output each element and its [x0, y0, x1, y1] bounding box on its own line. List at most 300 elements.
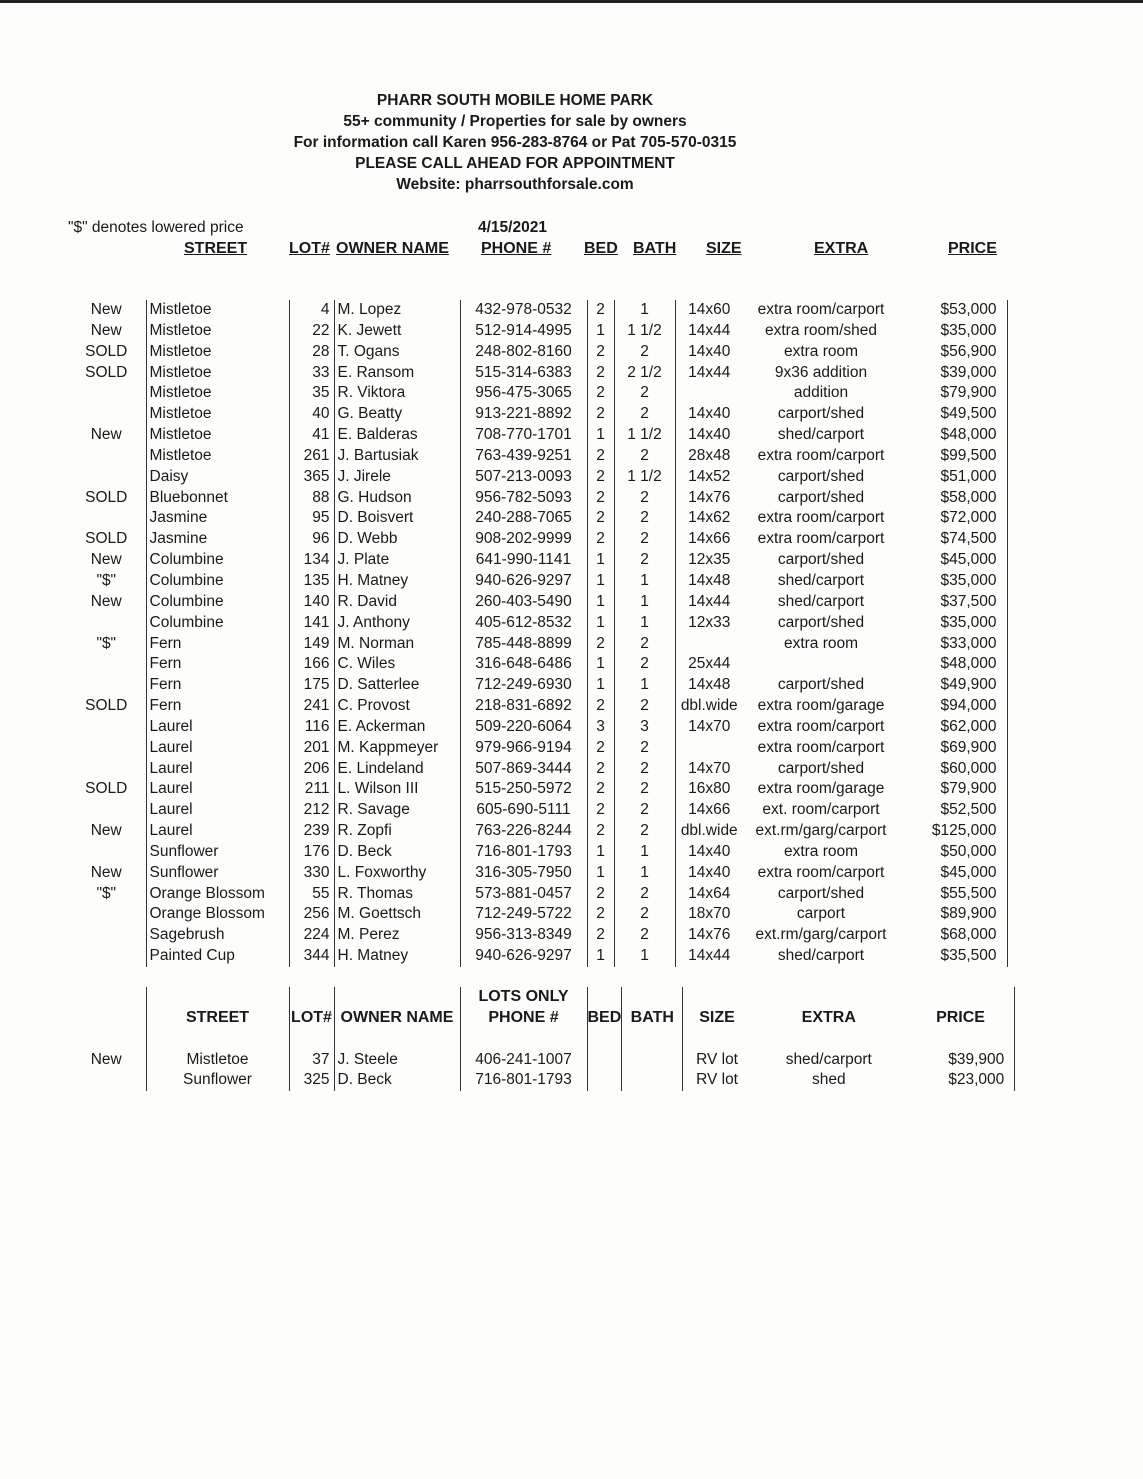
- listing-row: [67, 842, 1007, 863]
- bath-cell: 1: [614, 946, 675, 967]
- owner-cell: J. Steele: [334, 1050, 460, 1071]
- size-cell: 14x40: [675, 425, 743, 446]
- bed-cell: [587, 1050, 622, 1071]
- extra-cell: extra room/carport: [757, 863, 885, 881]
- size-cell: 14x40: [675, 842, 743, 863]
- lots-header-lot: LOT#: [289, 1008, 334, 1029]
- phone-cell: 507-869-3444: [460, 759, 587, 780]
- size-cell: 14x66: [675, 529, 743, 550]
- street-cell: Laurel: [146, 738, 289, 759]
- owner-cell: D. Satterlee: [334, 675, 460, 696]
- listing-row: [67, 508, 1007, 529]
- lots-header-bath: BATH: [622, 1008, 683, 1029]
- bed-cell: 2: [587, 634, 614, 655]
- lots-header-row: [67, 1008, 1015, 1029]
- bath-cell: 2 1/2: [614, 363, 675, 384]
- bath-cell: 2: [614, 884, 675, 905]
- phone-cell: 316-648-6486: [460, 654, 587, 675]
- owner-cell: R. Savage: [334, 800, 460, 821]
- bath-cell: 2: [614, 446, 675, 467]
- price-cell: $52,500: [899, 800, 1007, 821]
- listing-row: [67, 488, 1007, 509]
- owner-cell: R. Thomas: [334, 884, 460, 905]
- bed-cell: 1: [587, 654, 614, 675]
- bath-cell: 2: [614, 383, 675, 404]
- size-cell: 14x66: [675, 800, 743, 821]
- phone-cell: 240-288-7065: [460, 508, 587, 529]
- size-cell: 28x48: [675, 446, 743, 467]
- phone-cell: 940-626-9297: [460, 946, 587, 967]
- listing-row: [67, 571, 1007, 592]
- extra-cell: ext. room/carport: [762, 801, 880, 819]
- listing-row: [67, 550, 1007, 571]
- lots-header-owner: OWNER NAME: [334, 1008, 460, 1029]
- phone-cell: 432-978-0532: [460, 300, 587, 321]
- size-cell: 14x60: [675, 300, 743, 321]
- lot-cell: 40: [289, 404, 334, 425]
- lot-cell: 261: [289, 446, 334, 467]
- lots-only-title: LOTS ONLY: [460, 987, 587, 1008]
- park-name: PHARR SOUTH MOBILE HOME PARK: [376, 92, 654, 109]
- bath-cell: 1 1/2: [614, 467, 675, 488]
- price-cell: $72,000: [899, 508, 1007, 529]
- bed-cell: 2: [587, 779, 614, 800]
- price-legend-note: "$" denotes lowered price: [68, 219, 244, 236]
- lots-only-table: [67, 987, 1015, 1091]
- listing-row: [67, 738, 1007, 759]
- price-cell: $45,000: [899, 550, 1007, 571]
- price-cell: $35,000: [899, 321, 1007, 342]
- street-cell: Sunflower: [146, 1070, 289, 1091]
- street-cell: Laurel: [146, 717, 289, 738]
- appointment-line: PLEASE CALL AHEAD FOR APPOINTMENT: [355, 155, 675, 172]
- bed-cell: 2: [587, 884, 614, 905]
- status-cell: New: [90, 863, 122, 881]
- bed-cell: 1: [587, 425, 614, 446]
- header-bath: BATH: [633, 240, 677, 257]
- price-cell: $56,900: [899, 342, 1007, 363]
- size-cell: 14x44: [675, 592, 743, 613]
- price-cell: $49,900: [899, 675, 1007, 696]
- lot-cell: 206: [289, 759, 334, 780]
- listing-row: [67, 821, 1007, 842]
- status-cell: [67, 1070, 146, 1091]
- price-cell: $53,000: [899, 300, 1007, 321]
- size-cell: 12x33: [675, 613, 743, 634]
- price-cell: $35,000: [899, 571, 1007, 592]
- status-cell: [67, 738, 146, 759]
- bed-cell: 2: [587, 383, 614, 404]
- lots-header-bed: BED: [587, 1008, 622, 1029]
- phone-cell: 956-475-3065: [460, 383, 587, 404]
- bed-cell: 2: [587, 467, 614, 488]
- owner-cell: E. Balderas: [334, 425, 460, 446]
- price-cell: $62,000: [899, 717, 1007, 738]
- lot-cell: 365: [289, 467, 334, 488]
- status-cell: "$": [96, 634, 117, 652]
- price-cell: $39,900: [907, 1050, 1015, 1071]
- status-cell: [67, 800, 146, 821]
- price-cell: $89,900: [899, 904, 1007, 925]
- lot-cell: 96: [289, 529, 334, 550]
- owner-cell: J. Plate: [334, 550, 460, 571]
- bed-cell: 1: [587, 842, 614, 863]
- listing-row: [67, 634, 1007, 655]
- extra-cell: carport/shed: [777, 759, 865, 777]
- price-cell: $48,000: [899, 425, 1007, 446]
- price-cell: $35,500: [899, 946, 1007, 967]
- bath-cell: [622, 1050, 683, 1071]
- lot-cell: 95: [289, 508, 334, 529]
- status-cell: [67, 675, 146, 696]
- bed-cell: 2: [587, 904, 614, 925]
- lot-cell: 140: [289, 592, 334, 613]
- phone-cell: 716-801-1793: [460, 1070, 587, 1091]
- owner-cell: R. Zopfi: [334, 821, 460, 842]
- street-cell: Fern: [146, 654, 289, 675]
- owner-cell: M. Perez: [334, 925, 460, 946]
- status-cell: [67, 717, 146, 738]
- phone-cell: 509-220-6064: [460, 717, 587, 738]
- status-cell: SOLD: [85, 697, 128, 715]
- size-cell: [675, 383, 743, 404]
- street-cell: Mistletoe: [146, 300, 289, 321]
- listing-row: [67, 467, 1007, 488]
- size-cell: 14x40: [675, 342, 743, 363]
- phone-cell: 605-690-5111: [460, 800, 587, 821]
- extra-cell: ext.rm/garg/carport: [755, 926, 887, 944]
- size-cell: 14x76: [675, 925, 743, 946]
- status-cell: SOLD: [85, 530, 128, 548]
- owner-cell: R. David: [334, 592, 460, 613]
- owner-cell: H. Matney: [334, 571, 460, 592]
- bath-cell: 3: [614, 717, 675, 738]
- street-cell: Mistletoe: [146, 404, 289, 425]
- listing-row: [67, 759, 1007, 780]
- bath-cell: 1: [614, 592, 675, 613]
- listing-row: [67, 925, 1007, 946]
- listing-row: [67, 717, 1007, 738]
- owner-cell: G. Beatty: [334, 404, 460, 425]
- status-cell: "$": [96, 571, 117, 589]
- lot-cell: 4: [289, 300, 334, 321]
- scan-top-edge: [0, 0, 1143, 3]
- lots-header-extra: EXTRA: [801, 1008, 856, 1026]
- listing-row: [67, 363, 1007, 384]
- street-cell: Mistletoe: [146, 383, 289, 404]
- street-cell: Mistletoe: [146, 321, 289, 342]
- bed-cell: 1: [587, 863, 614, 884]
- extra-cell: extra room/carport: [757, 717, 885, 735]
- status-cell: [67, 467, 146, 488]
- extra-cell: carport/shed: [777, 405, 865, 423]
- owner-cell: M. Lopez: [334, 300, 460, 321]
- listing-row: [67, 904, 1007, 925]
- lot-cell: 141: [289, 613, 334, 634]
- bed-cell: 1: [587, 946, 614, 967]
- size-cell: 18x70: [675, 904, 743, 925]
- bath-cell: 2: [614, 821, 675, 842]
- street-cell: Fern: [146, 675, 289, 696]
- listing-row: [67, 529, 1007, 550]
- street-cell: Laurel: [146, 821, 289, 842]
- phone-cell: 708-770-1701: [460, 425, 587, 446]
- size-cell: 14x70: [675, 759, 743, 780]
- street-cell: Mistletoe: [146, 363, 289, 384]
- header-size: SIZE: [706, 240, 742, 257]
- listing-row: [67, 779, 1007, 800]
- status-cell: [67, 842, 146, 863]
- phone-cell: 785-448-8899: [460, 634, 587, 655]
- bed-cell: 2: [587, 508, 614, 529]
- lot-cell: 135: [289, 571, 334, 592]
- bath-cell: 2: [614, 342, 675, 363]
- size-cell: 14x44: [675, 363, 743, 384]
- listing-row: [67, 300, 1007, 321]
- bed-cell: 2: [587, 488, 614, 509]
- size-cell: 14x52: [675, 467, 743, 488]
- lot-cell: 212: [289, 800, 334, 821]
- phone-cell: 515-250-5972: [460, 779, 587, 800]
- status-cell: [67, 904, 146, 925]
- extra-cell: extra room/garage: [757, 697, 885, 715]
- extra-cell: shed: [811, 1071, 846, 1089]
- price-cell: $45,000: [899, 863, 1007, 884]
- extra-cell: extra room/carport: [757, 530, 885, 548]
- lots-header-price: PRICE: [907, 1008, 1015, 1029]
- header-lot: LOT#: [289, 240, 330, 257]
- lot-cell: 37: [289, 1050, 334, 1071]
- extra-cell: extra room/carport: [757, 738, 885, 756]
- lot-cell: 166: [289, 654, 334, 675]
- status-cell: New: [90, 321, 122, 339]
- website-line: Website: pharrsouthforsale.com: [396, 176, 634, 193]
- status-cell: New: [90, 551, 122, 569]
- street-cell: Columbine: [146, 550, 289, 571]
- status-cell: [67, 508, 146, 529]
- owner-cell: M. Goettsch: [334, 904, 460, 925]
- bath-cell: 1 1/2: [614, 321, 675, 342]
- size-cell: 14x76: [675, 488, 743, 509]
- price-cell: $79,900: [899, 779, 1007, 800]
- extra-cell: carport/shed: [777, 676, 865, 694]
- owner-cell: D. Boisvert: [334, 508, 460, 529]
- lot-cell: 41: [289, 425, 334, 446]
- phone-cell: 405-612-8532: [460, 613, 587, 634]
- extra-cell: carport/shed: [777, 884, 865, 902]
- extra-cell: extra room/shed: [765, 321, 877, 339]
- bed-cell: 2: [587, 759, 614, 780]
- street-cell: Columbine: [146, 571, 289, 592]
- phone-cell: 515-314-6383: [460, 363, 587, 384]
- street-cell: Fern: [146, 696, 289, 717]
- size-cell: 14x40: [675, 404, 743, 425]
- lot-cell: 55: [289, 884, 334, 905]
- street-cell: Daisy: [146, 467, 289, 488]
- price-cell: $68,000: [899, 925, 1007, 946]
- extra-cell: addition: [793, 384, 849, 402]
- price-cell: $35,000: [899, 613, 1007, 634]
- street-cell: Sagebrush: [146, 925, 289, 946]
- owner-cell: J. Anthony: [334, 613, 460, 634]
- listing-row: [67, 321, 1007, 342]
- size-cell: 14x64: [675, 884, 743, 905]
- listing-row: [67, 654, 1007, 675]
- price-cell: $48,000: [899, 654, 1007, 675]
- street-cell: Fern: [146, 634, 289, 655]
- bath-cell: 1: [614, 863, 675, 884]
- size-cell: RV lot: [683, 1070, 751, 1091]
- bed-cell: 1: [587, 571, 614, 592]
- street-cell: Orange Blossom: [146, 904, 289, 925]
- size-cell: 14x48: [675, 571, 743, 592]
- size-cell: dbl.wide: [675, 821, 743, 842]
- phone-cell: 712-249-6930: [460, 675, 587, 696]
- bath-cell: 2: [614, 529, 675, 550]
- bed-cell: 2: [587, 446, 614, 467]
- bath-cell: 2: [614, 800, 675, 821]
- price-cell: $58,000: [899, 488, 1007, 509]
- owner-cell: M. Norman: [334, 634, 460, 655]
- phone-cell: 913-221-8892: [460, 404, 587, 425]
- bed-cell: 2: [587, 342, 614, 363]
- status-cell: "$": [96, 884, 117, 902]
- listing-row: [67, 446, 1007, 467]
- bath-cell: 1: [614, 613, 675, 634]
- price-cell: $55,500: [899, 884, 1007, 905]
- listing-row: [67, 863, 1007, 884]
- street-cell: Laurel: [146, 759, 289, 780]
- listings-table: [67, 300, 1008, 967]
- phone-cell: 218-831-6892: [460, 696, 587, 717]
- price-cell: $49,500: [899, 404, 1007, 425]
- extra-cell: shed/carport: [777, 947, 865, 965]
- street-cell: Jasmine: [146, 529, 289, 550]
- extra-cell: extra room/garage: [757, 780, 885, 798]
- bed-cell: 3: [587, 717, 614, 738]
- header-owner: OWNER NAME: [336, 240, 449, 257]
- phone-cell: 716-801-1793: [460, 842, 587, 863]
- status-cell: New: [90, 301, 122, 318]
- lot-row: [67, 1050, 1015, 1071]
- bath-cell: 2: [614, 634, 675, 655]
- phone-cell: 507-213-0093: [460, 467, 587, 488]
- price-cell: $79,900: [899, 383, 1007, 404]
- phone-cell: 956-782-5093: [460, 488, 587, 509]
- community-line: 55+ community / Properties for sale by owners: [343, 113, 687, 130]
- lot-cell: 224: [289, 925, 334, 946]
- status-cell: SOLD: [85, 363, 128, 381]
- owner-cell: K. Jewett: [334, 321, 460, 342]
- price-cell: $94,000: [899, 696, 1007, 717]
- lots-title-row: [67, 987, 1015, 1008]
- bed-cell: 2: [587, 529, 614, 550]
- owner-cell: E. Lindeland: [334, 759, 460, 780]
- owner-cell: H. Matney: [334, 946, 460, 967]
- lot-cell: 175: [289, 675, 334, 696]
- phone-cell: 512-914-4995: [460, 321, 587, 342]
- status-cell: [67, 383, 146, 404]
- listing-row: [67, 404, 1007, 425]
- bath-cell: 1 1/2: [614, 425, 675, 446]
- extra-cell: carport: [796, 905, 846, 923]
- owner-cell: L. Foxworthy: [334, 863, 460, 884]
- extra-cell: shed/carport: [777, 592, 865, 610]
- lot-cell: 134: [289, 550, 334, 571]
- bed-cell: 1: [587, 613, 614, 634]
- status-cell: New: [90, 1050, 122, 1068]
- extra-cell: carport/shed: [777, 467, 865, 485]
- size-cell: [675, 634, 743, 655]
- header-street: STREET: [184, 240, 248, 257]
- header-bed: BED: [584, 240, 618, 257]
- size-cell: [675, 738, 743, 759]
- bath-cell: 2: [614, 738, 675, 759]
- street-cell: Orange Blossom: [146, 884, 289, 905]
- lot-cell: 241: [289, 696, 334, 717]
- lot-cell: 33: [289, 363, 334, 384]
- price-cell: $50,000: [899, 842, 1007, 863]
- price-cell: $60,000: [899, 759, 1007, 780]
- bath-cell: 2: [614, 404, 675, 425]
- extra-cell: carport/shed: [777, 488, 865, 506]
- lot-cell: 211: [289, 779, 334, 800]
- phone-cell: 406-241-1007: [460, 1050, 587, 1071]
- extra-cell: shed/carport: [777, 571, 865, 589]
- price-cell: $125,000: [899, 821, 1007, 842]
- street-cell: Sunflower: [146, 842, 289, 863]
- listing-row: [67, 675, 1007, 696]
- price-cell: $51,000: [899, 467, 1007, 488]
- listing-row: [67, 696, 1007, 717]
- bed-cell: 2: [587, 300, 614, 321]
- owner-cell: J. Bartusiak: [334, 446, 460, 467]
- bed-cell: 2: [587, 696, 614, 717]
- listing-row: [67, 946, 1007, 967]
- document-date: 4/15/2021: [478, 219, 547, 236]
- listing-row: [67, 800, 1007, 821]
- street-cell: Mistletoe: [146, 1050, 289, 1071]
- owner-cell: R. Viktora: [334, 383, 460, 404]
- owner-cell: D. Webb: [334, 529, 460, 550]
- lot-cell: 176: [289, 842, 334, 863]
- lots-spacer-row: [67, 1029, 1015, 1050]
- bath-cell: 1: [614, 571, 675, 592]
- document-header: [250, 90, 780, 195]
- lot-cell: 330: [289, 863, 334, 884]
- lots-header-phone: PHONE #: [460, 1008, 587, 1029]
- bed-cell: 1: [587, 592, 614, 613]
- price-cell: $74,500: [899, 529, 1007, 550]
- extra-cell: extra room/carport: [757, 509, 885, 527]
- size-cell: 14x70: [675, 717, 743, 738]
- extra-cell: carport/shed: [777, 551, 865, 569]
- status-cell: New: [90, 592, 122, 610]
- lot-cell: 28: [289, 342, 334, 363]
- bed-cell: 2: [587, 925, 614, 946]
- owner-cell: E. Ransom: [334, 363, 460, 384]
- phone-cell: 940-626-9297: [460, 571, 587, 592]
- lot-cell: 88: [289, 488, 334, 509]
- bath-cell: 2: [614, 925, 675, 946]
- bath-cell: 2: [614, 654, 675, 675]
- extra-cell: extra room/carport: [757, 446, 885, 464]
- status-cell: [67, 946, 146, 967]
- phone-cell: 763-439-9251: [460, 446, 587, 467]
- street-cell: Jasmine: [146, 508, 289, 529]
- bath-cell: 1: [614, 842, 675, 863]
- listing-row: [67, 342, 1007, 363]
